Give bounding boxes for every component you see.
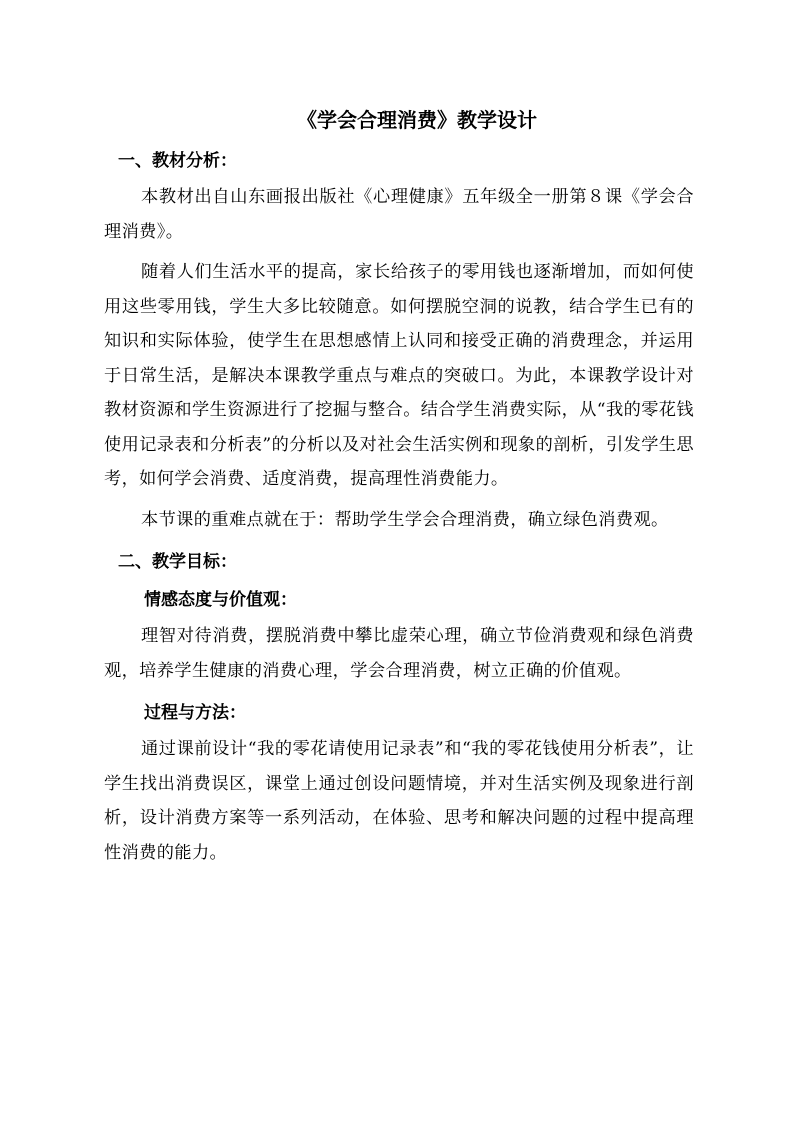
document-title: 《学会合理消费》教学设计 bbox=[297, 108, 537, 132]
paragraph-textbook-source: 本教材出自山东画报出版社《心理健康》五年级全一册第８课《学会合理消费》。 bbox=[104, 187, 694, 242]
paragraph-attitudes-values: 理智对待消费，摆脱消费中攀比虚荣心理，确立节俭消费观和绿色消费观，培养学生健康的消费心理，学会合理消费，树立正确的价值观。 bbox=[104, 626, 694, 681]
document-body bbox=[104, 142, 694, 876]
section-heading-teaching-objectives: 二、教学目标： bbox=[118, 552, 237, 572]
paragraph-process-methods: 通过课前设计“我的零花请使用记录表”和“我的零花钱使用分析表”，让学生找出消费误区，课堂上通过创设问题情境，并对生活实例及现象进行剖析，设计消费方案等一系列活动，在体验、思考和解决问题的过程中提高理性消费的能力。 bbox=[104, 739, 694, 863]
section-heading-textbook-analysis: 一、教材分析： bbox=[118, 151, 237, 171]
paragraph-key-points: 本节课的重难点就在于：帮助学生学会合理消费，确立绿色消费观。 bbox=[141, 509, 669, 530]
subsection-heading-process-methods: 过程与方法： bbox=[144, 703, 246, 723]
subsection-heading-attitudes-values: 情感态度与价值观： bbox=[144, 590, 297, 610]
paragraph-background: 随着人们生活水平的提高，家长给孩子的零用钱也逐渐增加，而如何使用这些零用钱，学生大多比较随意。如何摆脱空洞的说教，结合学生已有的知识和实际体验，使学生在思想感情上认同和接受正确的消费理念，并运用于日常生活，是解决本课教学重点与难点的突破口。为此，本课教学设计对教材资源和学生资源进行了挖掘与整合。结合学生消费实际，从“我的零花钱使用记录表和分析表”的分析以及对社会生活实例和现象的剖析，引发学生思考，如何学会消费、适度消费，提高理性消费能力。 bbox=[104, 262, 694, 489]
